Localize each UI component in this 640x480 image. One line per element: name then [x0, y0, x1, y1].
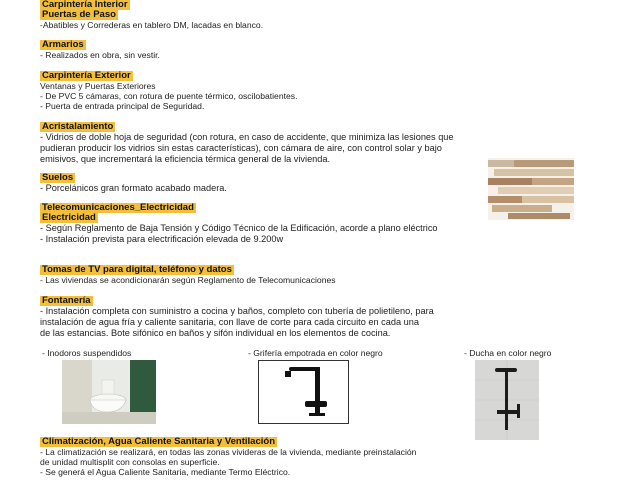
- toilet-image: [62, 360, 156, 424]
- section-heading: Acristalamiento: [42, 121, 114, 132]
- text-line: - Instalación completa con suministro a cocina y baños, completo con tubería de polietileno, para: [40, 306, 434, 316]
- text-line: - Se generá el Agua Caliente Sanitaria, mediante Termo Eléctrico.: [40, 467, 291, 478]
- section-climatizacion: [40, 437, 620, 478]
- section-suelos: [40, 173, 480, 194]
- text-line: de unidad multisplit con consolas en superficie.: [40, 457, 220, 468]
- section-armarios: [40, 40, 620, 60]
- section-carpinteria-exterior: [40, 71, 620, 112]
- shower-image: [475, 360, 539, 440]
- text-line: Ventanas y Puertas Exteriores: [40, 81, 156, 91]
- section-heading: Fontanería: [42, 295, 91, 306]
- text-line: - Realizados en obra, sin vestir.: [40, 50, 160, 60]
- text-line: instalación de agua fría y caliente sanitaria, con llave de corte para cada circuito en cada una: [40, 317, 419, 327]
- section-tomas-tv: [40, 265, 620, 285]
- section-heading: Tomas de TV para digital, teléfono y datos: [42, 264, 232, 275]
- text-line: - De PVC 5 cámaras, con rotura de puente térmico, oscilobatientes.: [40, 91, 298, 102]
- section-telecom-electricidad: [40, 203, 620, 245]
- text-line: - Porcelánicos gran formato acabado madera.: [40, 183, 227, 193]
- section-subheading: Electricidad: [42, 212, 96, 223]
- section-heading: Climatización, Agua Caliente Sanitaria y Ventilación: [42, 436, 275, 447]
- text-line: pudieran producir los vidrios sin estas características), con cámara de aire, con control solar y bajo: [40, 143, 442, 153]
- text-line: -Abatibles y Correderas en tablero DM, lacadas en blanco.: [40, 20, 264, 30]
- caption-ducha: - Ducha en color negro: [464, 348, 552, 358]
- text-line: - Vidrios de doble hoja de seguridad (con rotura, en caso de accidente, que minimiza las lesiones que: [40, 132, 454, 142]
- section-heading: Armarios: [42, 39, 84, 50]
- section-heading: Carpintería Exterior: [42, 70, 131, 81]
- text-line: - Según Reglamento de Baja Tensión y Código Técnico de la Edificación, acorde a plano eléctrico: [40, 223, 438, 233]
- text-line: emisivos, que incrementará la eficiencia térmica general de la vivienda.: [40, 154, 331, 164]
- caption-griferia: - Grifería empotrada en color negro: [248, 348, 383, 358]
- text-line: - Instalación prevista para electrificación elevada de 9.200w: [40, 234, 284, 244]
- caption-inodoros: - Inodoros suspendidos: [42, 348, 132, 358]
- text-line: - Las viviendas se acondicionarán según Reglamento de Telecomunicaciones: [40, 275, 336, 285]
- text-line: de las estancias. Bote sifónico en baños y sifón individual en los elementos de cocina.: [40, 328, 391, 338]
- section-fontaneria: [40, 296, 620, 339]
- section-heading: Telecomunicaciones_Electricidad: [42, 202, 194, 213]
- faucet-image: [258, 360, 349, 424]
- section-carpinteria-interior: [40, 0, 620, 30]
- section-subheading: Puertas de Paso: [42, 9, 116, 20]
- section-heading: Suelos: [42, 172, 74, 183]
- section-heading: Carpintería Interior: [42, 0, 128, 10]
- text-line: - Puerta de entrada principal de Seguridad.: [40, 101, 205, 112]
- text-line: - La climatización se realizará, en todas las zonas vivideras de la vivienda, mediante preinstalación: [40, 447, 417, 457]
